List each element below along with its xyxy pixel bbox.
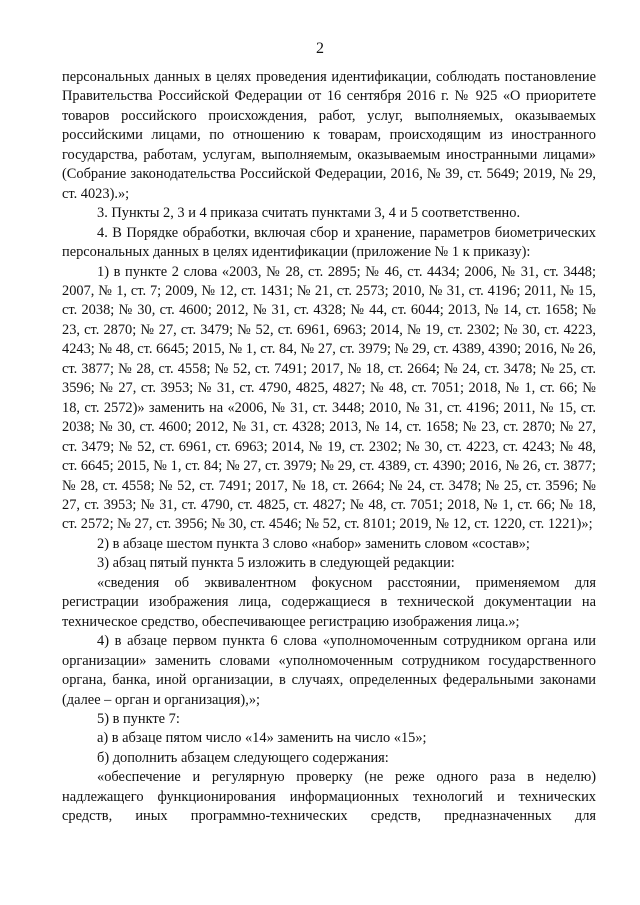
paragraph-subitem-1: 1) в пункте 2 слова «2003, № 28, ст. 2895; № 46, ст. 4434; 2006, № 31, ст. 3448; 2007, № 1, ст. 7; 2009, № 12, ст. 1431; № 21, ст. 2573; 2010, № 31, ст. 4196; 2011, № 15, ст. 2038; № 30, ст. 4600; 2012, № 31, ст. 4328; № 44, ст. 6044; 2013, № 14, ст. 1658; № 23, ст. 2870; № 27, ст. 3479; № 52, ст. 6961, 6963; 2014, № 19, ст. 2302; № 30, ст. 4223, 4243; № 48, ст. 6645; 2015, № 1, ст. 84, № 27, ст. 3979; № 29, ст. 4389, 4390; 2016, № 26, ст. 3877; № 28, ст. 4558; № 52, ст. 7491; 2017, № 18, ст. 2664; № 24, ст. 3478; № 25, ст. 3596; № 27, ст. 3953; № 31, ст. 4790, 4825, 4827; № 48, ст. 7051; 2018, № 1, ст. 66; № 18, ст. 2572)» заменить на «2006, № 31, ст. 3448; 2010, № 31, ст. 4196; 2011, № 15, ст. 2038; № 30, ст. 4600; 2012, № 31, ст. 4328; 2013, № 14, ст. 1658; № 23, ст. 2870; № 27, ст. 3479; № 52, ст. 6961, ст. 6963; 2014, № 19, ст. 2302; № 30, ст. 4223, ст. 4243; № 48, ст. 6645; 2015, № 1, ст. 84; № 27, ст. 3979; № 29, ст. 4389, ст. 4390; 2016, № 26, ст. 3877; № 28, ст. 4558; № 52, ст. 7491; 2017, № 18, ст. 2664; № 24, ст. 3478; № 25, ст. 3596; № 27, ст. 3953; № 31, ст. 4790, ст. 4825, ст. 4827; № 48, ст. 7051; 2018, № 1, ст. 66; № 18, ст. 2572; № 27, ст. 3956; № 30, ст. 4546; № 52, ст. 8101; 2019, № 12, ст. 1220, ст. 1221)»; — [62, 263, 596, 533]
paragraph-subitem-3: 3) абзац пятый пункта 5 изложить в следующей редакции: — [97, 555, 455, 572]
paragraph-quote-verification: «обеспечение и регулярную проверку (не реже одного раза в неделю) надлежащего функционирования информационных технологий и технических средств, иных программно-технических средств, предназначенных для — [62, 769, 596, 825]
paragraph-subitem-5a: а) в абзаце пятом число «14» заменить на число «15»; — [97, 730, 427, 747]
paragraph-quote-focal-length: «сведения об эквивалентном фокусном расстоянии, применяемом для регистрации изображения лица, содержащиеся в технической документации на техническое средство, обеспечивающее регистрацию изображения лица.»; — [62, 574, 596, 630]
paragraph-subitem-4: 4) в абзаце первом пункта 6 слова «уполномоченным сотрудником органа или организации» заменить словами «уполномоченным сотрудником государственного органа, банка, иной организации, в случаях, определенных федеральными законами (далее – орган и организация),»; — [62, 633, 596, 708]
paragraph-subitem-5: 5) в пункте 7: — [97, 710, 180, 727]
page-number: 2 — [316, 40, 324, 57]
paragraph-subitem-2: 2) в абзаце шестом пункта 3 слово «набор» заменить словом «состав»; — [97, 535, 530, 552]
paragraph-item-3: 3. Пункты 2, 3 и 4 приказа считать пунктами 3, 4 и 5 соответственно. — [97, 205, 521, 222]
paragraph-continuation: персональных данных в целях проведения идентификации, соблюдать постановление Правительства Российской Федерации от 16 сентября 2016 г. № 925 «О приоритете товаров российского происхождения, работ, услуг, выполняемых, оказываемых российскими лицами, по отношению к товарам, происходящим из иностранного государства, работам, услугам, выполняемым, оказываемым иностранными лицами» (Собрание законодательства Российской Федерации, 2016, № 39, ст. 5649; 2019, № 29, ст. 4023).»; — [62, 69, 596, 202]
paragraph-item-4: 4. В Порядке обработки, включая сбор и хранение, параметров биометрических персональных данных в целях идентификации (приложение № 1 к приказу): — [62, 224, 596, 261]
document-body — [62, 68, 596, 827]
paragraph-subitem-5b: б) дополнить абзацем следующего содержания: — [97, 749, 389, 766]
